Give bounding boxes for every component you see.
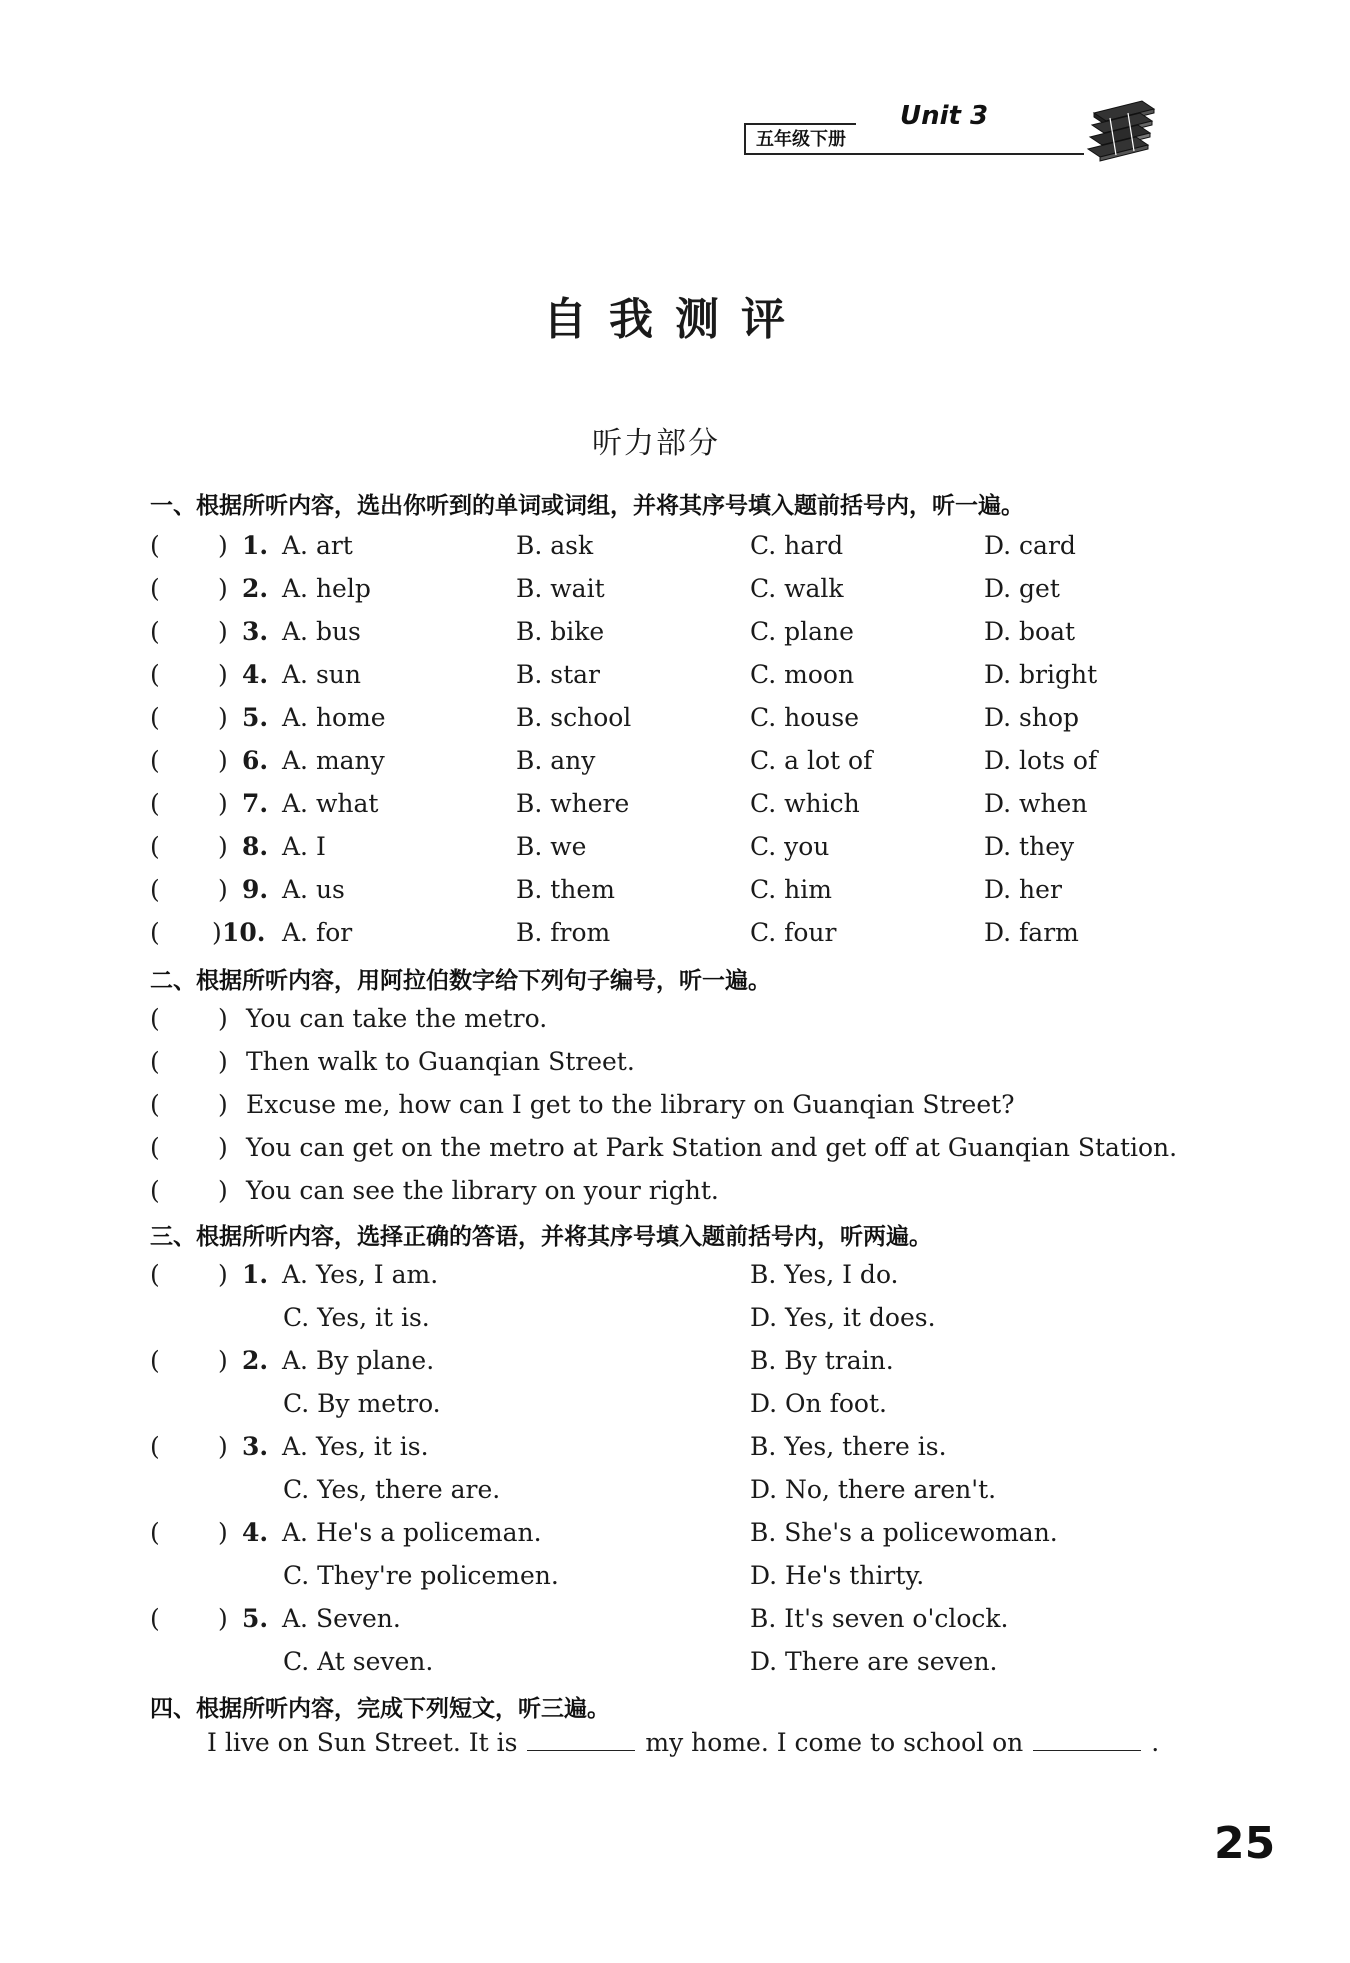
option-c: C. a lot of [750,746,873,775]
answer-paren-close: ) [218,703,228,732]
answer-paren-open[interactable]: ( [150,832,160,861]
option-b: B. Yes, there is. [750,1432,947,1461]
option-a: A. for [282,918,353,947]
option-b: B. She's a policewoman. [750,1518,1058,1547]
option-a: A. He's a policeman. [282,1518,542,1547]
section-subtitle: 听力部分 [592,426,720,461]
passage-part3: . [1151,1728,1160,1757]
answer-blank-1[interactable] [527,1728,635,1751]
option-b: B. where [516,789,630,818]
option-d: D. shop [984,703,1080,732]
answer-paren-close: ) [218,1518,228,1547]
question-number: 8. [242,832,269,861]
question-number: 5. [242,1604,269,1633]
question-number: 2. [242,574,269,603]
option-a: A. art [282,531,353,560]
page-number: 25 [1214,1818,1276,1869]
option-d: D. boat [984,617,1076,646]
option-b: B. It's seven o'clock. [750,1604,1009,1633]
answer-paren-close: ) [218,574,228,603]
answer-paren-open[interactable]: ( [150,746,160,775]
answer-paren-open[interactable]: ( [150,875,160,904]
option-c: C. walk [750,574,844,603]
answer-paren-close: ) [218,660,228,689]
sentence-text: You can get on the metro at Park Station and get off at Guanqian Station. [246,1133,1178,1162]
books-stack-icon [1080,95,1160,165]
option-d: D. her [984,875,1062,904]
question-number: 3. [242,617,269,646]
section1-heading: 一、根据所听内容，选出你听到的单词或词组，并将其序号填入题前括号内，听一遍。 [150,493,1024,519]
option-d: D. On foot. [750,1389,887,1418]
option-a: A. us [282,875,345,904]
answer-paren-open[interactable]: ( [150,1346,160,1375]
answer-paren-close: ) [218,789,228,818]
option-c: C. Yes, there are. [283,1475,501,1504]
section4-heading: 四、根据所听内容，完成下列短文，听三遍。 [150,1696,610,1722]
option-a: A. help [282,574,371,603]
answer-paren-close: ) [218,1176,228,1205]
question-number: 6. [242,746,269,775]
answer-paren-open[interactable]: ( [150,1518,160,1547]
option-a: A. By plane. [282,1346,435,1375]
question-number: 4. [242,660,269,689]
option-d: D. lots of [984,746,1098,775]
section2-heading: 二、根据所听内容，用阿拉伯数字给下列句子编号，听一遍。 [150,968,771,994]
answer-paren-close: ) [218,875,228,904]
answer-paren-close: ) [218,832,228,861]
unit-label: Unit 3 [900,101,989,131]
option-a: A. Yes, I am. [282,1260,439,1289]
option-d: D. get [984,574,1060,603]
answer-paren-close: ) [218,1047,228,1076]
option-b: B. By train. [750,1346,894,1375]
option-c: C. house [750,703,860,732]
grade-label: 五年级下册 [744,123,856,155]
answer-paren-open[interactable]: ( [150,617,160,646]
option-a: A. home [282,703,386,732]
option-a: A. Seven. [282,1604,401,1633]
option-b: B. wait [516,574,605,603]
answer-paren-open[interactable]: ( [150,1090,160,1119]
answer-paren-close: ) [218,1090,228,1119]
question-number: 7. [242,789,269,818]
answer-paren-close: ) [218,1604,228,1633]
answer-paren-open[interactable]: ( [150,703,160,732]
answer-paren-open[interactable]: ( [150,1047,160,1076]
option-a: A. what [282,789,379,818]
option-b: B. from [516,918,611,947]
answer-paren-close: ) [218,1432,228,1461]
sentence-text: You can take the metro. [246,1004,548,1033]
question-number: 9. [242,875,269,904]
answer-paren-open[interactable]: ( [150,1604,160,1633]
sentence-text: You can see the library on your right. [246,1176,719,1205]
page-header [740,95,1180,165]
option-b: B. star [516,660,600,689]
option-d: D. when [984,789,1088,818]
page-title: 自我测评 [543,294,807,345]
answer-paren-open[interactable]: ( [150,660,160,689]
answer-paren-close: ) [218,1004,228,1033]
answer-paren-open[interactable]: ( [150,574,160,603]
option-b: B. bike [516,617,605,646]
answer-paren-open[interactable]: ( [150,1432,160,1461]
answer-paren-close: ) [218,746,228,775]
answer-paren-close: ) [218,1133,228,1162]
section3-heading: 三、根据所听内容，选择正确的答语，并将其序号填入题前括号内，听两遍。 [150,1224,932,1250]
option-b: B. ask [516,531,594,560]
option-d: D. card [984,531,1076,560]
option-c: C. you [750,832,830,861]
answer-paren-open[interactable]: ( [150,789,160,818]
option-b: B. any [516,746,596,775]
answer-paren-close: ) [212,918,222,947]
answer-paren-open[interactable]: ( [150,531,160,560]
question-number: 10. [222,918,266,947]
fill-in-passage [207,1728,1159,1757]
option-d: D. farm [984,918,1079,947]
answer-paren-close: ) [218,1346,228,1375]
option-d: D. Yes, it does. [750,1303,936,1332]
sentence-text: Then walk to Guanqian Street. [246,1047,635,1076]
option-c: C. which [750,789,860,818]
question-number: 2. [242,1346,269,1375]
option-b: B. Yes, I do. [750,1260,899,1289]
option-d: D. No, there aren't. [750,1475,997,1504]
answer-paren-open[interactable]: ( [150,918,160,947]
option-c: C. hard [750,531,844,560]
option-a: A. bus [282,617,361,646]
answer-paren-close: ) [218,1260,228,1289]
answer-paren-close: ) [218,531,228,560]
question-number: 1. [242,1260,269,1289]
option-c: C. Yes, it is. [283,1303,430,1332]
option-a: A. Yes, it is. [282,1432,429,1461]
answer-paren-close: ) [218,617,228,646]
option-c: C. him [750,875,832,904]
answer-blank-2[interactable] [1033,1728,1141,1751]
answer-paren-open[interactable]: ( [150,1133,160,1162]
answer-paren-open[interactable]: ( [150,1260,160,1289]
option-c: C. They're policemen. [283,1561,559,1590]
passage-part2: my home. I come to school on [645,1728,1024,1757]
option-c: C. plane [750,617,854,646]
option-d: D. bright [984,660,1098,689]
option-a: A. many [282,746,385,775]
question-number: 4. [242,1518,269,1547]
option-a: A. sun [282,660,361,689]
option-d: D. they [984,832,1075,861]
option-b: B. school [516,703,632,732]
question-number: 5. [242,703,269,732]
option-d: D. He's thirty. [750,1561,925,1590]
option-c: C. moon [750,660,855,689]
option-c: C. four [750,918,837,947]
answer-paren-open[interactable]: ( [150,1004,160,1033]
option-b: B. we [516,832,587,861]
option-c: C. At seven. [283,1647,434,1676]
option-d: D. There are seven. [750,1647,998,1676]
question-number: 1. [242,531,269,560]
option-c: C. By metro. [283,1389,441,1418]
option-b: B. them [516,875,615,904]
passage-part1: I live on Sun Street. It is [207,1728,518,1757]
answer-paren-open[interactable]: ( [150,1176,160,1205]
header-divider [744,153,1084,155]
question-number: 3. [242,1432,269,1461]
option-a: A. I [282,832,326,861]
sentence-text: Excuse me, how can I get to the library on Guanqian Street? [246,1090,1015,1119]
